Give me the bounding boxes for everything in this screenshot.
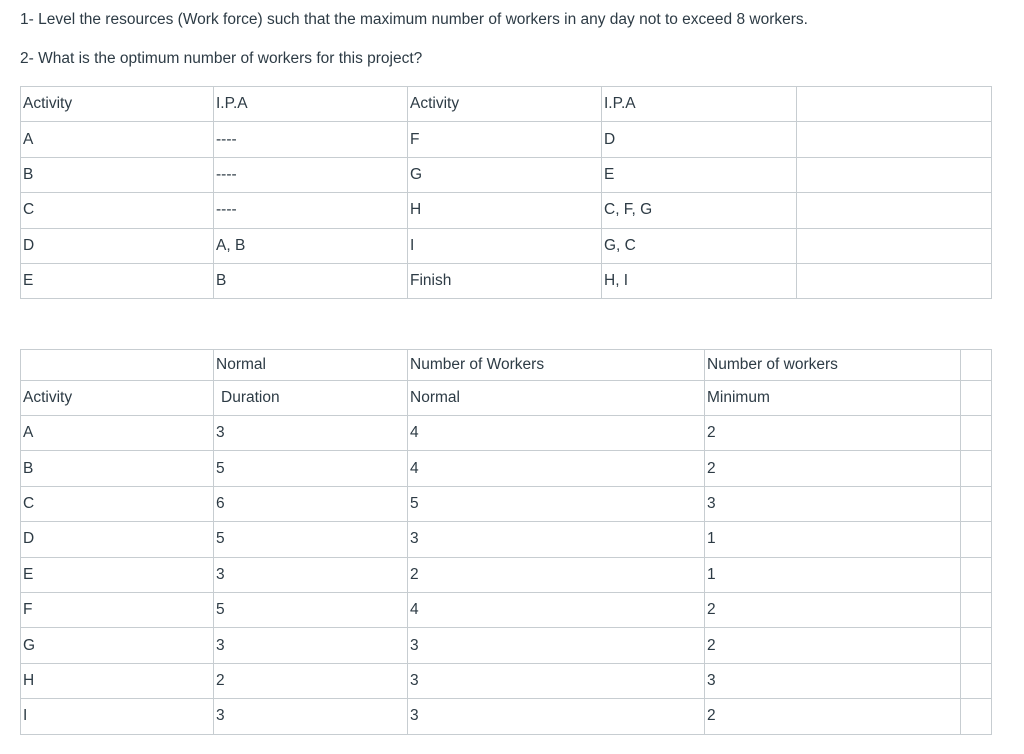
header-normal: Normal [214, 350, 408, 381]
cell: H [21, 663, 214, 698]
table-row [21, 263, 992, 298]
cell: C [21, 486, 214, 521]
header-duration: Duration [214, 381, 408, 416]
cell: 3 [408, 628, 705, 663]
cell: D [21, 522, 214, 557]
cell: 5 [214, 592, 408, 627]
cell: B [214, 263, 408, 298]
cell: 4 [408, 592, 705, 627]
cell: A [21, 416, 214, 451]
cell: H, I [602, 263, 797, 298]
table-header-row [21, 87, 992, 122]
cell: F [408, 122, 602, 157]
question-1: 1- Level the resources (Work force) such that the maximum number of workers in any day not to exceed 8 workers. [20, 11, 808, 28]
workers-table [20, 349, 992, 735]
cell: C, F, G [602, 193, 797, 228]
cell: 2 [705, 592, 961, 627]
header-activity-2: Activity [408, 87, 602, 122]
cell: 5 [214, 522, 408, 557]
cell: Finish [408, 263, 602, 298]
table-row [21, 157, 992, 192]
cell: ---- [214, 193, 408, 228]
table-row [21, 122, 992, 157]
cell: D [21, 228, 214, 263]
cell: G [21, 628, 214, 663]
cell: 1 [705, 522, 961, 557]
cell: A [21, 122, 214, 157]
table-header-row-2 [21, 381, 992, 416]
cell: E [602, 157, 797, 192]
cell: 3 [705, 663, 961, 698]
cell [961, 699, 992, 734]
header-empty [21, 350, 214, 381]
cell: 2 [705, 699, 961, 734]
cell [961, 522, 992, 557]
header-workers-minimum: Number of workers [705, 350, 961, 381]
table-header-row-1 [21, 350, 992, 381]
cell [797, 193, 992, 228]
table-row [21, 416, 992, 451]
cell: H [408, 193, 602, 228]
header-ipa: I.P.A [214, 87, 408, 122]
cell: A, B [214, 228, 408, 263]
cell: 2 [408, 557, 705, 592]
cell: D [602, 122, 797, 157]
cell: 2 [214, 663, 408, 698]
question-2: 2- What is the optimum number of workers for this project? [20, 50, 423, 67]
cell: 5 [408, 486, 705, 521]
cell: 2 [705, 451, 961, 486]
header-ipa-2: I.P.A [602, 87, 797, 122]
cell: 2 [705, 416, 961, 451]
cell [961, 557, 992, 592]
cell: I [408, 228, 602, 263]
cell [961, 416, 992, 451]
cell: 6 [214, 486, 408, 521]
header-minimum-sub: Minimum [705, 381, 961, 416]
cell: F [21, 592, 214, 627]
cell: E [21, 263, 214, 298]
cell [797, 263, 992, 298]
cell: I [21, 699, 214, 734]
cell [797, 157, 992, 192]
header-normal-sub: Normal [408, 381, 705, 416]
header-activity: Activity [21, 87, 214, 122]
cell: E [21, 557, 214, 592]
table-row [21, 193, 992, 228]
cell [961, 451, 992, 486]
cell: B [21, 451, 214, 486]
header-activity: Activity [21, 381, 214, 416]
cell: 4 [408, 451, 705, 486]
cell: G [408, 157, 602, 192]
cell [961, 592, 992, 627]
table-row [21, 628, 992, 663]
table-row [21, 522, 992, 557]
header-empty [961, 381, 992, 416]
cell [961, 486, 992, 521]
cell [797, 228, 992, 263]
cell: 3 [214, 416, 408, 451]
cell: 4 [408, 416, 705, 451]
cell [961, 663, 992, 698]
table-row [21, 451, 992, 486]
table-row [21, 486, 992, 521]
precedence-table [20, 86, 992, 299]
cell: 3 [705, 486, 961, 521]
cell: 3 [408, 663, 705, 698]
table-row [21, 228, 992, 263]
table-row [21, 663, 992, 698]
cell: G, C [602, 228, 797, 263]
header-empty [797, 87, 992, 122]
cell: 5 [214, 451, 408, 486]
cell: ---- [214, 122, 408, 157]
cell: C [21, 193, 214, 228]
table-row [21, 557, 992, 592]
cell: B [21, 157, 214, 192]
table-row [21, 592, 992, 627]
cell: 3 [214, 699, 408, 734]
cell: 1 [705, 557, 961, 592]
cell: ---- [214, 157, 408, 192]
cell [961, 628, 992, 663]
cell: 3 [408, 522, 705, 557]
cell: 3 [214, 557, 408, 592]
cell [797, 122, 992, 157]
cell: 3 [214, 628, 408, 663]
header-workers-normal: Number of Workers [408, 350, 705, 381]
cell: 3 [408, 699, 705, 734]
table-row [21, 699, 992, 734]
header-empty [961, 350, 992, 381]
cell: 2 [705, 628, 961, 663]
